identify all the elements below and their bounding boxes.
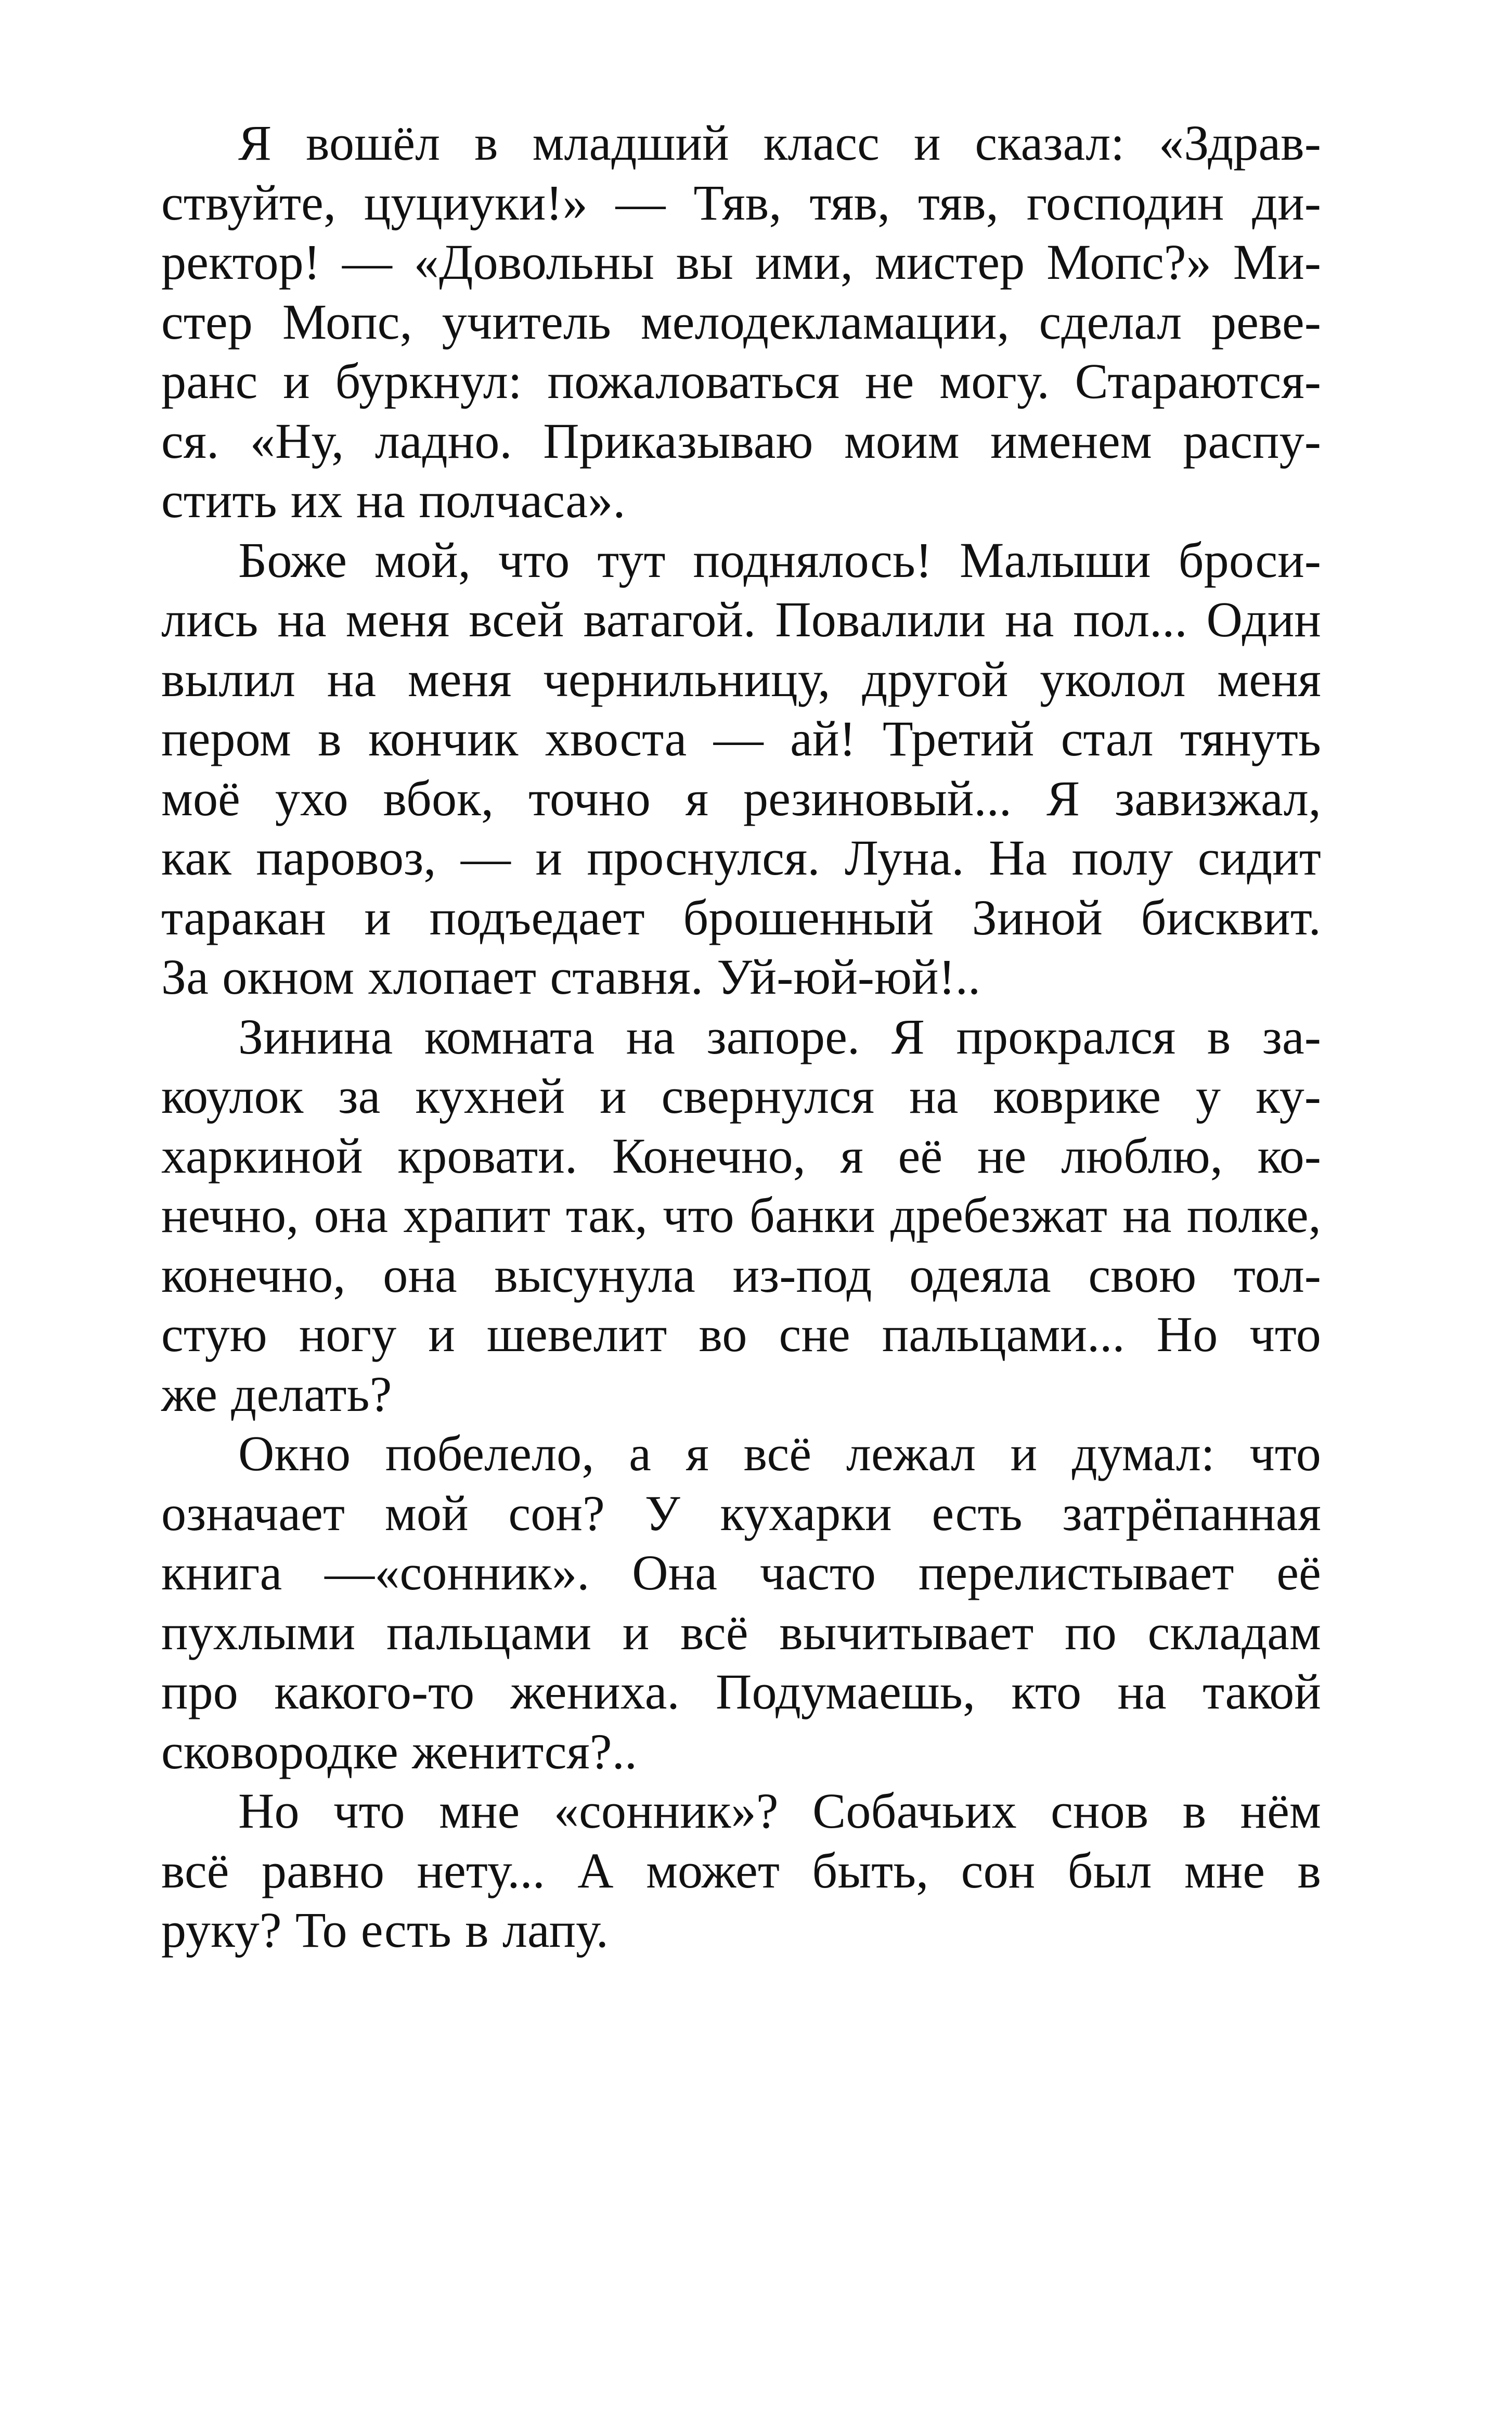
text-line: Зинина комната на запоре. Я прокрался в за- — [238, 1008, 1321, 1064]
text-line: всё равно нету... А может быть, сон был мне в — [161, 1842, 1321, 1898]
text-line: моё ухо вбок, точно я резиновый... Я завизжал, — [161, 770, 1321, 826]
text-line: За окном хлопает ставня. Уй-юй-юй!.. — [161, 949, 981, 1005]
text-line: как паровоз, — и проснулся. Луна. На полу сидит — [161, 830, 1321, 885]
text-line: коулок за кухней и свернулся на коврике у ку- — [161, 1068, 1321, 1124]
text-line: Но что мне «сонник»? Собачьих снов в нём — [238, 1783, 1321, 1839]
text-line: ся. «Ну, ладно. Приказываю моим именем распу- — [161, 413, 1321, 469]
text-line: Окно побелело, а я всё лежал и думал: что — [238, 1426, 1321, 1481]
text-line: вылил на меня чернильницу, другой уколол меня — [161, 651, 1321, 707]
text-line: ранс и буркнул: пожаловаться не могу. Стараются- — [161, 353, 1321, 409]
text-line: Боже мой, что тут поднялось! Малыши броси- — [238, 532, 1321, 588]
text-line: сковородке женится?.. — [161, 1723, 638, 1779]
text-line: же делать? — [161, 1366, 392, 1422]
text-line: пером в кончик хвоста — ай! Третий стал тянуть — [161, 711, 1321, 766]
text-line: ректор! — «Довольны вы ими, мистер Мопс?» Ми- — [161, 234, 1321, 290]
text-line: руку? То есть в лапу. — [161, 1902, 609, 1958]
text-line: пухлыми пальцами и всё вычитывает по складам — [161, 1604, 1321, 1660]
text-line: ствуйте, цуциуки!» — Тяв, тяв, тяв, господин ди- — [161, 174, 1321, 230]
text-line: книга —«сонник». Она часто перелистывает её — [161, 1545, 1321, 1600]
text-line: стер Мопс, учитель мелодекламации, сделал реве- — [161, 293, 1321, 350]
body-text — [161, 113, 1321, 1960]
text-line: харкиной кровати. Конечно, я её не люблю, ко- — [161, 1127, 1321, 1184]
text-line: конечно, она высунула из-под одеяла свою тол- — [161, 1247, 1321, 1303]
text-line: Я вошёл в младший класс и сказал: «Здрав- — [238, 115, 1321, 171]
text-line: означает мой сон? У кухарки есть затрёпанная — [161, 1485, 1321, 1541]
text-line: лись на меня всей ватагой. Повалили на пол... Один — [161, 592, 1321, 647]
text-line: таракан и подъедает брошенный Зиной бисквит. — [161, 889, 1321, 945]
text-line: нечно, она храпит так, что банки дребезжат на полке, — [161, 1187, 1321, 1243]
text-line: стую ногу и шевелит во сне пальцами... Но что — [161, 1306, 1321, 1362]
text-line: стить их на полчаса». — [161, 472, 626, 528]
text-line: про какого-то жениха. Подумаешь, кто на такой — [161, 1664, 1321, 1719]
